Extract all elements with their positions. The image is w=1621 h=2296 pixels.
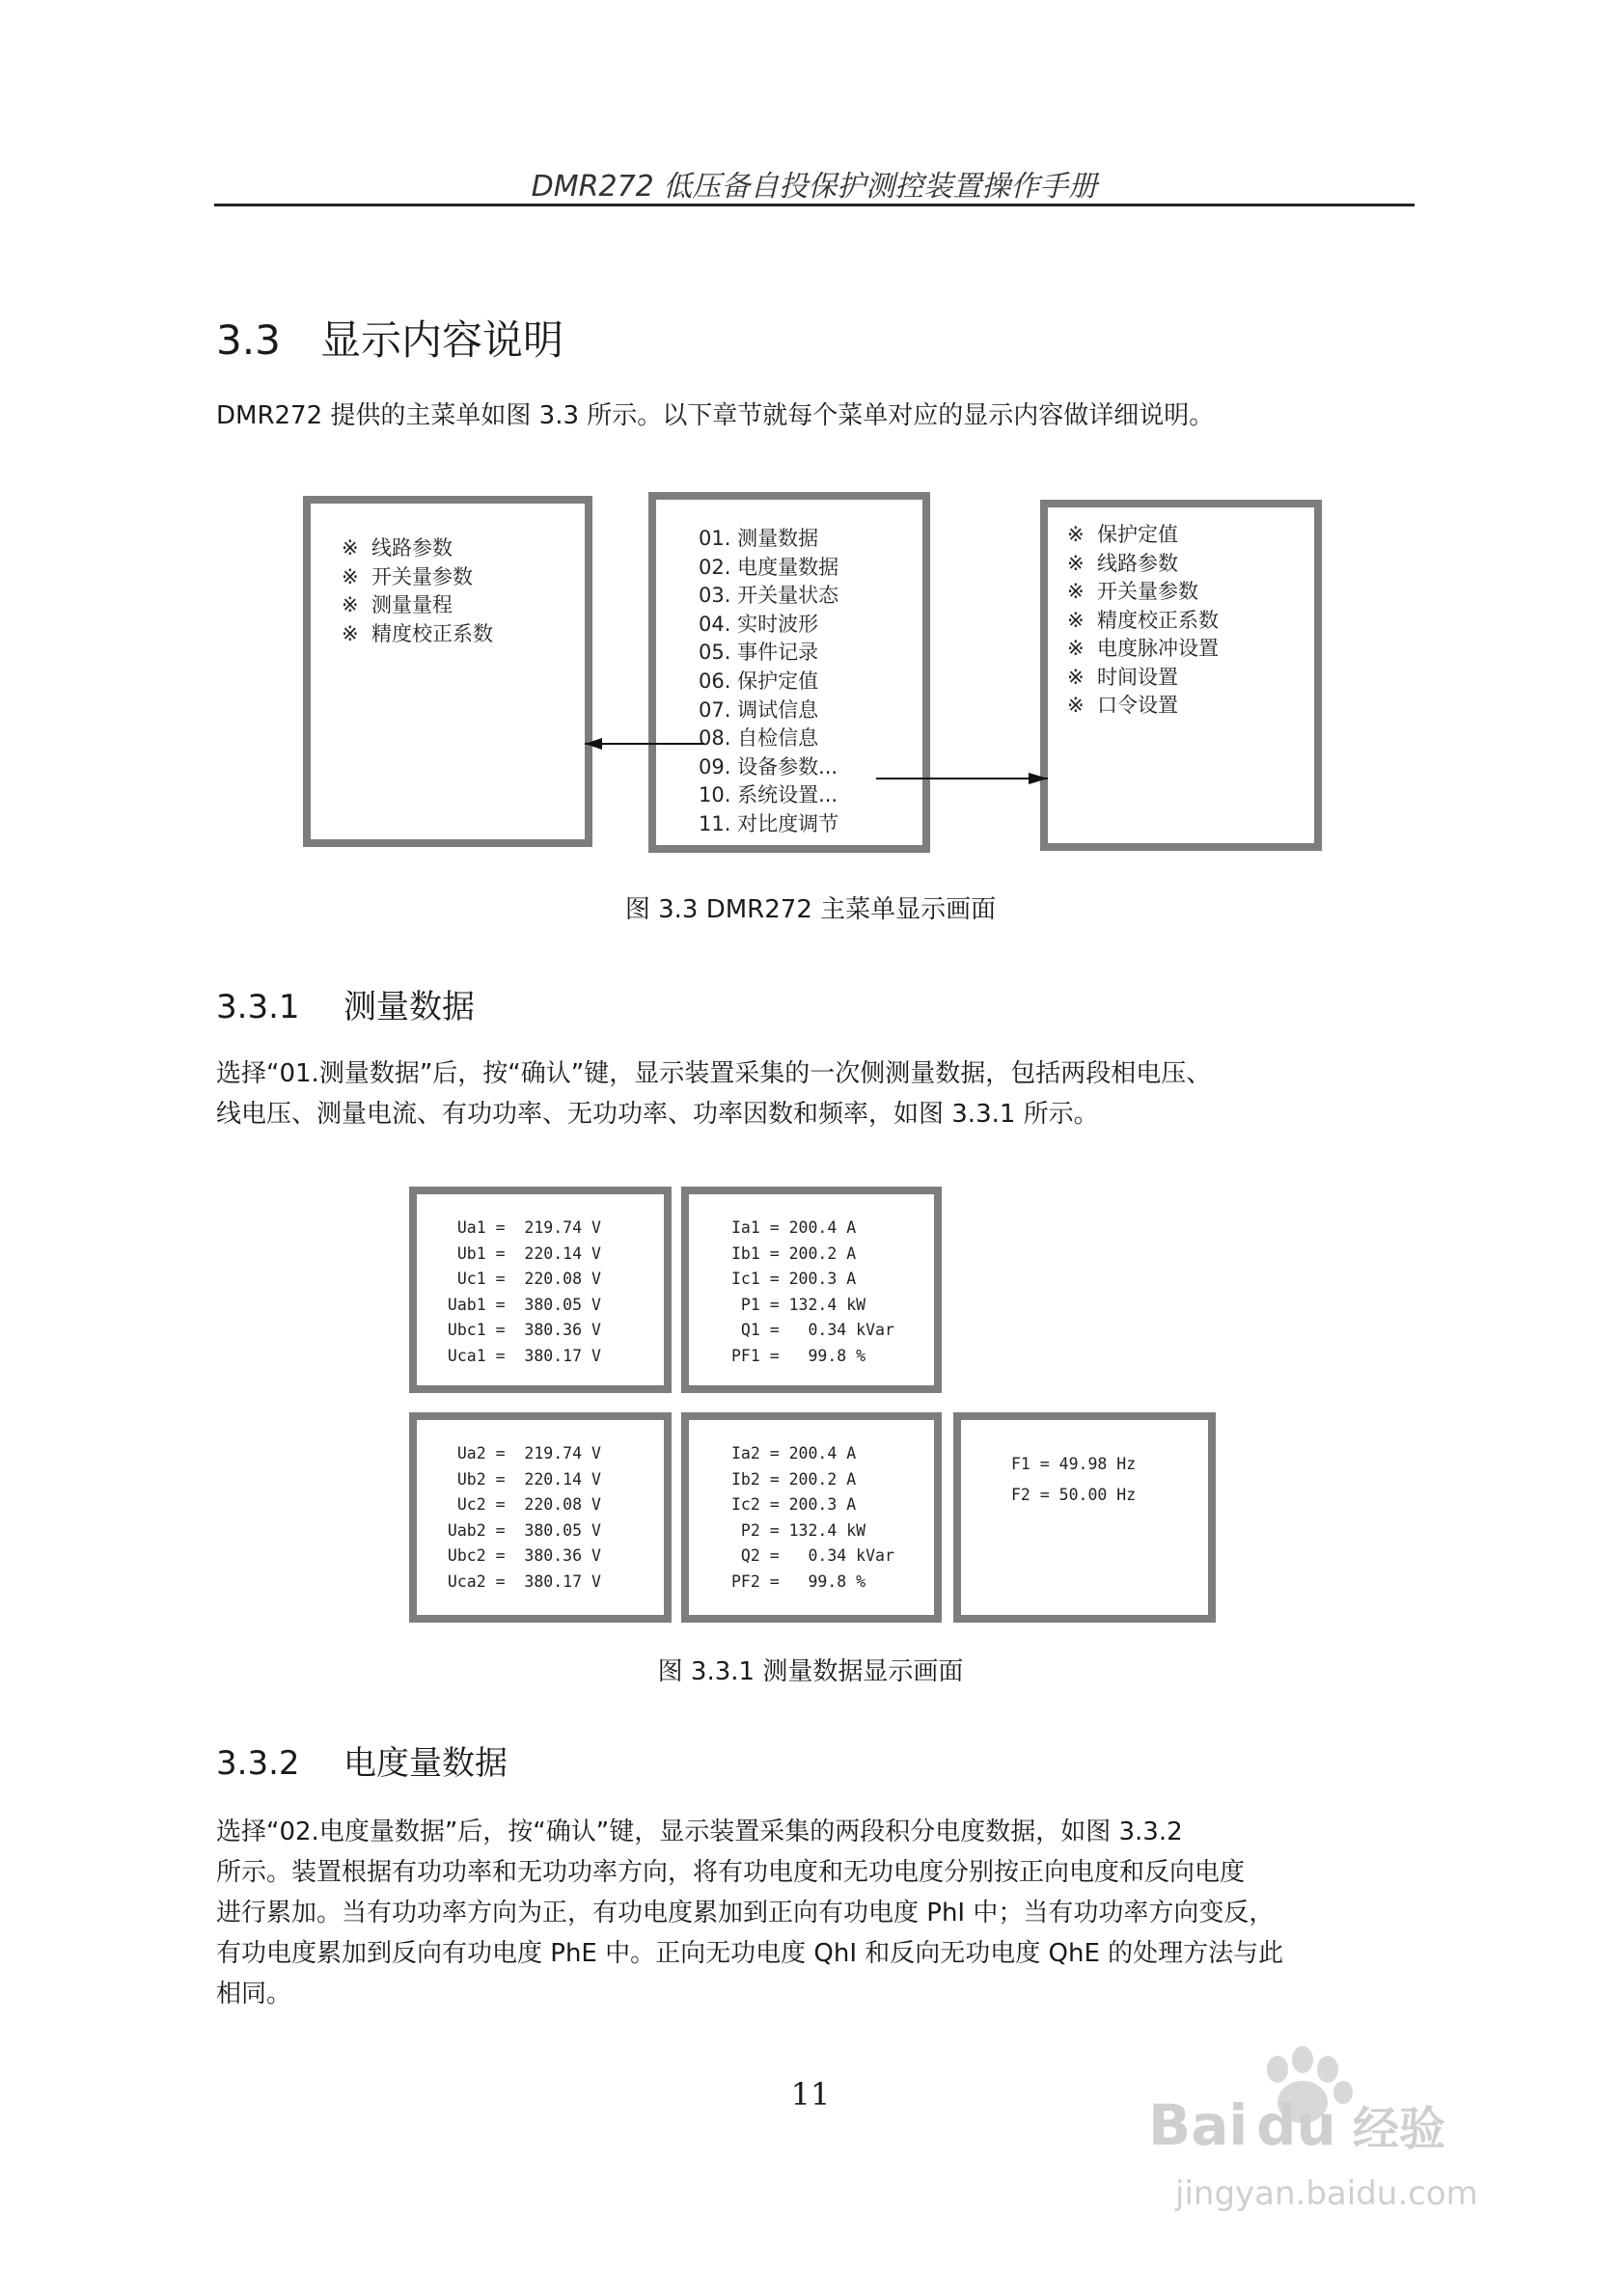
menu-item: ※ 口令设置 [1067, 694, 1178, 717]
paragraph-line: 线电压、测量电流、有功功率、无功功率、功率因数和频率，如图 3.3.1 所示。 [216, 1100, 1099, 1129]
menu-item: 07. 调试信息 [699, 697, 819, 722]
section-intro: DMR272 提供的主菜单如图 3.3 所示。以下章节就每个菜单对应的显示内容做详细说明。 [216, 401, 1215, 430]
measure-reading: Uc1 = 220.08 V [438, 1270, 601, 1288]
menu-item: 01. 测量数据 [699, 527, 819, 550]
menu-item: ※ 线路参数 [1067, 551, 1178, 575]
paragraph-line: 选择“01.测量数据”后，按“确认”键，显示装置采集的一次侧测量数据，包括两段相电压、 [216, 1059, 1212, 1088]
measure-screen-current-1 [681, 1187, 942, 1393]
measure-reading: Uca1 = 380.17 V [438, 1346, 601, 1365]
measure-reading: Ic2 = 200.3 A [731, 1495, 857, 1514]
measure-reading: Ic1 = 200.3 A [731, 1270, 857, 1288]
menu-item: ※ 线路参数 [342, 536, 453, 560]
subsection-3-3-2-paragraph [216, 1812, 1422, 2014]
menu-item: ※ 测量量程 [342, 593, 453, 616]
menu-item: 06. 保护定值 [699, 669, 819, 693]
menu-center-list [699, 525, 838, 839]
measure-reading: PF2 = 99.8 % [731, 1572, 866, 1591]
voltage1-list [438, 1216, 601, 1369]
measure-reading: P1 = 132.4 kW [731, 1295, 866, 1314]
measure-screen-voltage-1 [409, 1187, 672, 1393]
menu-screen-left [303, 496, 592, 847]
watermark-url: jingyan.baidu.com [1175, 2174, 1478, 2213]
subsection-number: 3.3.1 [216, 988, 300, 1026]
measure-screen-voltage-2 [409, 1412, 672, 1623]
menu-item: 10. 系统设置... [699, 783, 838, 807]
menu-item: ※ 时间设置 [1067, 665, 1178, 689]
measure-reading: Uc2 = 220.08 V [438, 1495, 601, 1514]
menu-screen-right [1040, 500, 1322, 851]
menu-item: 05. 事件记录 [699, 641, 819, 665]
measure-reading: Uab1 = 380.05 V [438, 1295, 601, 1314]
menu-item: ※ 电度脉冲设置 [1067, 637, 1219, 660]
frequency-list [1011, 1449, 1136, 1511]
running-header: DMR272 低压备自投保护测控装置操作手册 [531, 170, 1098, 204]
menu-item: 03. 开关量状态 [699, 584, 839, 608]
page-number: 11 [790, 2076, 831, 2113]
menu-item: 08. 自检信息 [699, 726, 819, 751]
measure-reading: PF1 = 99.8 % [731, 1346, 866, 1365]
measure-reading: Ib2 = 200.2 A [731, 1469, 857, 1489]
watermark-brand: Bai [1148, 2092, 1249, 2158]
paragraph-line: 有功电度累加到反向有功电度 PhE 中。正向无功电度 QhI 和反向无功电度 QhE 的处理方法与此 [216, 1939, 1284, 1968]
paragraph-line: 选择“02.电度量数据”后，按“确认”键，显示装置采集的两段积分电度数据，如图 3.3.2 [216, 1818, 1183, 1846]
subsection-3-3-2-title [216, 1736, 508, 1784]
header-rule [214, 204, 1415, 206]
menu-screen-center [648, 492, 930, 853]
menu-left-list [342, 534, 493, 648]
paragraph-line: 所示。装置根据有功功率和无功功率方向，将有功电度和无功电度分别按正向电度和反向电度 [216, 1858, 1246, 1887]
paragraph-line: 进行累加。当有功功率方向为正，有功电度累加到正向有功电度 PhI 中；当有功功率方向变反， [216, 1899, 1275, 1927]
measure-reading: Ub1 = 220.14 V [438, 1244, 601, 1263]
measure-reading: P2 = 132.4 kW [731, 1520, 866, 1540]
section-number: 3.3 [216, 316, 281, 364]
measure-reading: Uca2 = 380.17 V [438, 1572, 601, 1591]
menu-item: ※ 开关量参数 [342, 564, 473, 588]
measure-reading: F2 = 50.00 Hz [1011, 1486, 1137, 1504]
measure-reading: Ia2 = 200.4 A [731, 1444, 857, 1462]
measure-reading: Ua2 = 219.74 V [438, 1444, 601, 1462]
menu-right-list [1067, 521, 1219, 721]
watermark-product: 经验 [1353, 2102, 1446, 2156]
figure-3-3-caption: 图 3.3 DMR272 主菜单显示画面 [624, 895, 997, 924]
measure-reading: Ib1 = 200.2 A [731, 1244, 857, 1263]
measure-reading: Ub2 = 220.14 V [438, 1469, 601, 1489]
measure-reading: Ua1 = 219.74 V [438, 1218, 601, 1237]
measure-reading: Q2 = 0.34 kVar [731, 1546, 894, 1565]
menu-item: ※ 保护定值 [1067, 523, 1178, 546]
current2-list [731, 1441, 894, 1595]
paragraph-line: 相同。 [216, 1980, 292, 2009]
watermark-brand2: du [1256, 2092, 1336, 2158]
subsection-3-3-1-paragraph [216, 1053, 1422, 1134]
section-heading: 显示内容说明 [320, 316, 564, 364]
measure-screen-frequency [953, 1412, 1216, 1623]
measure-reading: Uab2 = 380.05 V [438, 1520, 601, 1540]
subsection-3-3-1-title [216, 980, 475, 1027]
menu-item: 02. 电度量数据 [699, 555, 839, 579]
measure-reading: Ubc2 = 380.36 V [438, 1546, 601, 1565]
measure-reading: F1 = 49.98 Hz [1011, 1455, 1137, 1473]
menu-item: ※ 开关量参数 [1067, 580, 1198, 603]
menu-item: ※ 精度校正系数 [342, 621, 493, 645]
connector-left [585, 743, 704, 745]
measure-reading: Q1 = 0.34 kVar [731, 1321, 894, 1339]
menu-item: 04. 实时波形 [699, 612, 819, 636]
section-title [216, 309, 563, 367]
arrowhead-right [1029, 773, 1048, 784]
subsection-number: 3.3.2 [216, 1744, 300, 1783]
arrowhead-left [585, 738, 602, 750]
baidu-jingyan-watermark [1140, 2031, 1546, 2233]
subsection-heading: 测量数据 [343, 988, 475, 1026]
measure-reading: Ia1 = 200.4 A [731, 1218, 857, 1237]
subsection-heading: 电度量数据 [343, 1744, 508, 1783]
current1-list [731, 1216, 894, 1369]
figure-3-3-1-caption: 图 3.3.1 测量数据显示画面 [657, 1657, 964, 1686]
measure-screen-current-2 [681, 1412, 942, 1623]
menu-item: 11. 对比度调节 [699, 811, 839, 835]
menu-item: ※ 精度校正系数 [1067, 608, 1219, 632]
voltage2-list [438, 1441, 601, 1595]
menu-item: 09. 设备参数... [699, 754, 838, 779]
connector-right [876, 778, 1048, 779]
measure-reading: Ubc1 = 380.36 V [438, 1321, 601, 1339]
